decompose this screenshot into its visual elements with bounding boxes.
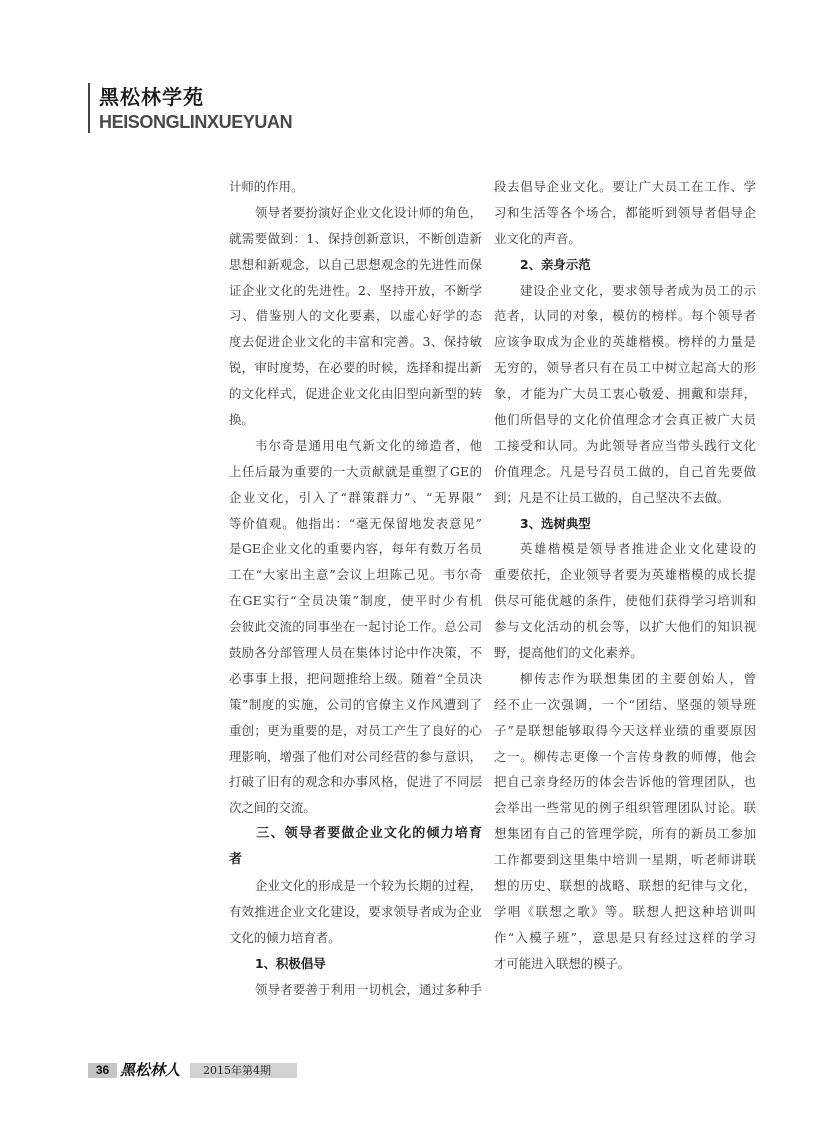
section-title-pinyin: HEISONGLINXUEYUAN	[99, 112, 293, 132]
text-line: 无穷的，领导者只有在员工中树立起高大的形	[494, 360, 756, 376]
text-line: 之一。柳传志更像一个言传身教的师傅，他会	[494, 748, 756, 764]
text-line: 是GE企业文化的重要内容，每年有数万名员	[229, 541, 482, 557]
paragraph	[494, 666, 756, 977]
text-line: 习和生活等各个场合，都能听到领导者倡导企	[494, 204, 756, 220]
text-line: 野，提高他们的文化素养。	[494, 645, 643, 661]
paragraph	[229, 873, 482, 951]
text-line: 想的历史、联想的战略、联想的纪律与文化，	[494, 878, 756, 894]
text-line: 学唱《联想之歌》等。联想人把这种培训叫	[494, 903, 756, 919]
paragraph	[229, 174, 482, 200]
text-line: 者	[229, 852, 243, 868]
text-line: 等价值观。他指出：“毫无保留地发表意见”	[229, 515, 482, 531]
text-line: 计师的作用。	[229, 179, 304, 194]
text-line: 把自己亲身经历的体会告诉他的管理团队，也	[494, 774, 756, 790]
section-title-chinese: 黑松林学苑	[99, 85, 204, 109]
section-heading	[229, 821, 482, 873]
text-line: 重创；更为重要的是，对员工产生了良好的心	[229, 722, 482, 738]
text-line: 英雄楷模是领导者推进企业文化建设的	[520, 541, 756, 557]
article-right-column	[494, 174, 756, 977]
text-line: 打破了旧有的观念和办事风格，促进了不同层	[229, 774, 482, 790]
text-line: 就需要做到：1、保持创新意识，不断创造新	[229, 230, 482, 246]
text-line: 换。	[229, 412, 254, 428]
text-line: 柳传志作为联想集团的主要创始人，曾	[520, 670, 756, 686]
text-line: 工接受和认同。为此领导者应当带头践行文化	[494, 437, 756, 453]
text-line: 范者，认同的对象，模仿的榜样。每个领导者	[494, 308, 756, 324]
text-line: 理影响，增强了他们对公司经营的参与意识，	[229, 748, 482, 764]
text-line: 价值理念。凡是号召员工做的，自己首先要做	[494, 463, 756, 479]
issue-bar	[190, 1063, 297, 1078]
text-line: 上任后最为重要的一大贡献就是重塑了GE的	[229, 463, 482, 479]
text-line: 作“入模子班”，意思是只有经过这样的学习	[494, 929, 756, 945]
page-number: 36	[88, 1063, 117, 1078]
text-line: 会举出一些常见的例子组织管理团队讨论。联	[494, 800, 756, 816]
text-line: 的文化样式，促进企业文化由旧型向新型的转	[229, 386, 482, 402]
text-line: 次之间的交流。	[229, 800, 316, 816]
text-line: 证企业文化的先进性。2、坚持开放，不断学	[229, 282, 482, 298]
text-line: 度去促进企业文化的丰富和完善。3、保持敏	[229, 334, 482, 350]
text-line: 企业文化的形成是一个较为长期的过程，	[255, 878, 482, 894]
text-line: 有效推进企业文化建设，要求领导者成为企业	[229, 903, 482, 919]
text-line: 到；凡是不让员工做的，自己坚决不去做。	[494, 489, 730, 505]
text-line: 子”是联想能够取得今天这样业绩的重要原因	[494, 722, 756, 738]
text-line: 必事事上报，把问题推给上级。随着“全员决	[229, 670, 482, 686]
text-line: 策”制度的实施，公司的官僚主义作风遭到了	[229, 696, 482, 712]
text-line: 企业文化，引入了“群策群力”、“无界限”	[229, 489, 482, 505]
text-line: 思想和新观念，以自己思想观念的先进性而保	[229, 256, 482, 272]
paragraph	[229, 433, 482, 821]
text-line: 象，才能为广大员工衷心敬爱、拥戴和崇拜，	[494, 386, 756, 402]
text-line: 想集团有自己的管理学院，所有的新员工参加	[494, 826, 756, 842]
text-line: 锐，审时度势，在必要的时候，选择和提出新	[229, 360, 482, 376]
issue-label: 2015年第4期	[203, 1064, 271, 1077]
text-line: 重要依托，企业领导者要为英雄楷模的成长提	[494, 567, 756, 583]
text-line: 会彼此交流的同事坐在一起讨论工作。总公司	[229, 619, 482, 635]
subsection-heading	[494, 511, 756, 537]
article-left-column	[229, 174, 482, 1003]
text-line: 习、借鉴别人的文化要素，以虚心好学的态	[229, 308, 482, 324]
header-accent-bar	[88, 83, 90, 133]
text-line: 经不止一次强调，一个“团结、坚强的领导班	[494, 696, 756, 712]
text-line: 韦尔奇是通用电气新文化的缔造者，他	[255, 437, 482, 453]
paragraph	[494, 278, 756, 511]
text-line: 段去倡导企业文化。要让广大员工在工作、学	[494, 179, 756, 194]
subsection-heading	[494, 252, 756, 278]
text-line: 供尽可能优越的条件，使他们获得学习培训和	[494, 593, 756, 609]
text-line: 才可能进入联想的模子。	[494, 955, 631, 971]
text-line: 建设企业文化，要求领导者成为员工的示	[520, 282, 756, 298]
text-line: 3、选树典型	[520, 515, 591, 531]
magazine-logo: 黑松林人	[120, 1061, 181, 1079]
paragraph	[494, 536, 756, 665]
text-line: 应该争取成为企业的英雄楷模。榜样的力量是	[494, 334, 756, 350]
text-line: 业文化的声音。	[494, 230, 581, 246]
subsection-heading	[229, 951, 482, 977]
text-line: 参与文化活动的机会等，以扩大他们的知识视	[494, 619, 756, 635]
paragraph	[229, 200, 482, 433]
text-line: 他们所倡导的文化价值理念才会真正被广大员	[494, 412, 756, 428]
text-line: 工在“大家出主意”会议上坦陈己见。韦尔奇	[229, 567, 482, 583]
paragraph	[229, 977, 482, 1003]
text-line: 1、积极倡导	[255, 955, 326, 971]
text-line: 在GE实行“全员决策”制度，使平时少有机	[229, 593, 482, 609]
paragraph	[494, 174, 756, 252]
text-line: 领导者要善于利用一切机会，通过多种手	[255, 981, 482, 997]
text-line: 2、亲身示范	[520, 256, 591, 272]
text-line: 工作都要到这里集中培训一星期，听老师讲联	[494, 852, 756, 868]
text-line: 文化的倾力培育者。	[229, 929, 341, 945]
text-line: 领导者要扮演好企业文化设计师的角色，	[255, 204, 482, 220]
text-line: 鼓励各分部管理人员在集体讨论中作决策，不	[229, 645, 482, 661]
text-line: 三、领导者要做企业文化的倾力培育	[256, 826, 482, 842]
